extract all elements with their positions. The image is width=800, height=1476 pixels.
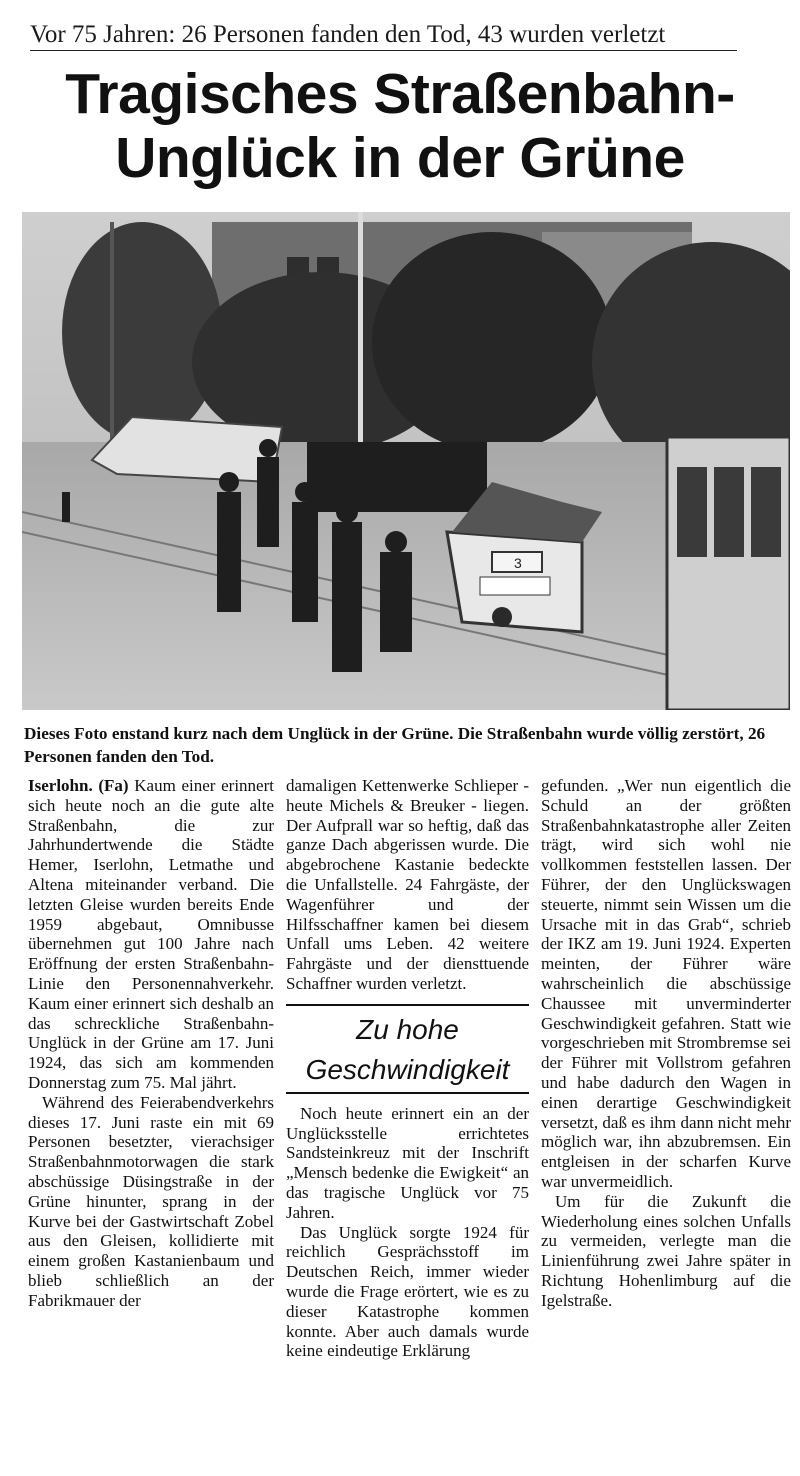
tram-destination-board	[480, 577, 550, 595]
subheadline-line-1: Zu hohe	[356, 1013, 459, 1045]
tram-number: 3	[514, 555, 522, 571]
article-paragraph: Das Unglück sorgte 1924 für reichlich Gesprächsstoff im Deutschen Reich, immer wieder wurde die Frage erörtert, wie es zu dieser Katastrophe kommen konnte. Aber auch damals wurde keine eindeutige Erklärung	[286, 1222, 529, 1361]
subheadline	[286, 1004, 529, 1094]
pole	[110, 222, 114, 442]
kicker: Vor 75 Jahren: 26 Personen fanden den Tod, 43 wurden verletzt	[30, 21, 666, 48]
article-paragraph	[28, 776, 274, 1093]
article-column-1	[28, 776, 274, 1311]
article-text: Kaum einer erinnert sich heute noch an die gute alte Straßenbahn, die zur Jahrhundertwende die Städte Hemer, Iserlohn, Letmathe und Altena miteinander verband. Die letzten Gleise wurden bereits Ende 1959 abgebaut, Omnibusse übernehmen gut 100 Jahre nach Eröffnung der ersten Straßenbahn-Linie den Personennahverkehr. Kaum einer erinnert sich deshalb an das schreckliche Straßenbahn-Unglück in der Grüne am 17. Juni 1924, das sich am kommenden Donnerstag zum 75. Mal jährt.	[28, 776, 274, 1092]
tree	[372, 232, 612, 452]
headline-line-1: Tragisches Straßenbahn-	[65, 62, 735, 126]
kicker-rule	[30, 50, 737, 51]
headline-line-2: Unglück in der Grüne	[115, 126, 685, 190]
dateline: Iserlohn. (Fa)	[28, 776, 129, 795]
article-column-2	[286, 776, 529, 1361]
tram-accident-photo	[22, 212, 790, 710]
article-paragraph: Um für die Zukunft die Wiederholung eines solchen Unfalls zu vermeiden, verlegte man die Linienführung zwei Jahre später in Richtung Hohenlimburg auf die Igelstraße.	[541, 1191, 791, 1310]
article-paragraph: Noch heute erinnert ein an der Unglücksstelle errichtetes Sandsteinkreuz mit der Inschrift „Mensch bedenke die Ewigkeit“ an das tragische Unglück vor 75 Jahren.	[286, 1103, 529, 1222]
article-column-3	[541, 776, 791, 1311]
tram-window	[714, 467, 744, 557]
subheadline-line-2: Geschwindigkeit	[305, 1053, 510, 1085]
article-paragraph: gefunden. „Wer nun eigentlich die Schuld an der größten Straßenbahnkatastrophe aller Zeiten trägt, wird sich wohl nie vollkommen feststellen lassen. Der Führer, der den Unglückswagen steuerte, nimmt sein Wissen um die Ursache mit in das Grab“, schrieb der IKZ am 19. Juni 1924. Experten meinten, der Führer wäre wahrscheinlich die abschüssige Chaussee mit unverminderter Geschwindigkeit gefahren. Statt wie vorgeschrieben mit Strombremse sei der Führer mit Vollstrom gefahren und habe dadurch den Wagen in einen derartige Geschwindigkeit versetzt, daß es ihm dann nicht mehr möglich war, ihn abzubremsen. Ein entgleisen in der scharfen Kurve war unvermeidlich.	[541, 776, 791, 1191]
article-paragraph: damaligen Kettenwerke Schlieper - heute Michels & Breuker - liegen. Der Aufprall war so heftig, daß das ganze Dach abgerissen wurde. Die abgebrochene Kastanie bedeckte die Unfallstelle. 24 Fahrgäste, der Wagenführer und der Hilfsschaffner kamen bei diesem Unfall ums Leben. 42 weitere Fahrgäste und der diensttuende Schaffner wurden verletzt.	[286, 776, 529, 993]
tram-wheel	[492, 607, 512, 627]
headline	[0, 62, 800, 190]
pole	[358, 212, 363, 452]
news-photo	[22, 212, 790, 710]
tram-window	[677, 467, 707, 557]
photo-caption: Dieses Foto enstand kurz nach dem Unglück in der Grüne. Die Straßenbahn wurde völlig zerstört, 26 Personen fanden den Tod.	[24, 724, 766, 766]
tram-window	[751, 467, 781, 557]
tree	[62, 222, 222, 442]
article-paragraph: Während des Feierabendverkehrs dieses 17. Juni raste ein mit 69 Personen besetzter, vierachsiger Straßenbahnmotorwagen die stark abschüssige Düsingstraße in der Grüne hinunter, sprang in der Kurve bei der Gastwirtschaft Zobel aus den Gleisen, kollidierte mit einem großen Kastanienbaum und blieb schließlich an der Fabrikmauer der	[28, 1092, 274, 1310]
